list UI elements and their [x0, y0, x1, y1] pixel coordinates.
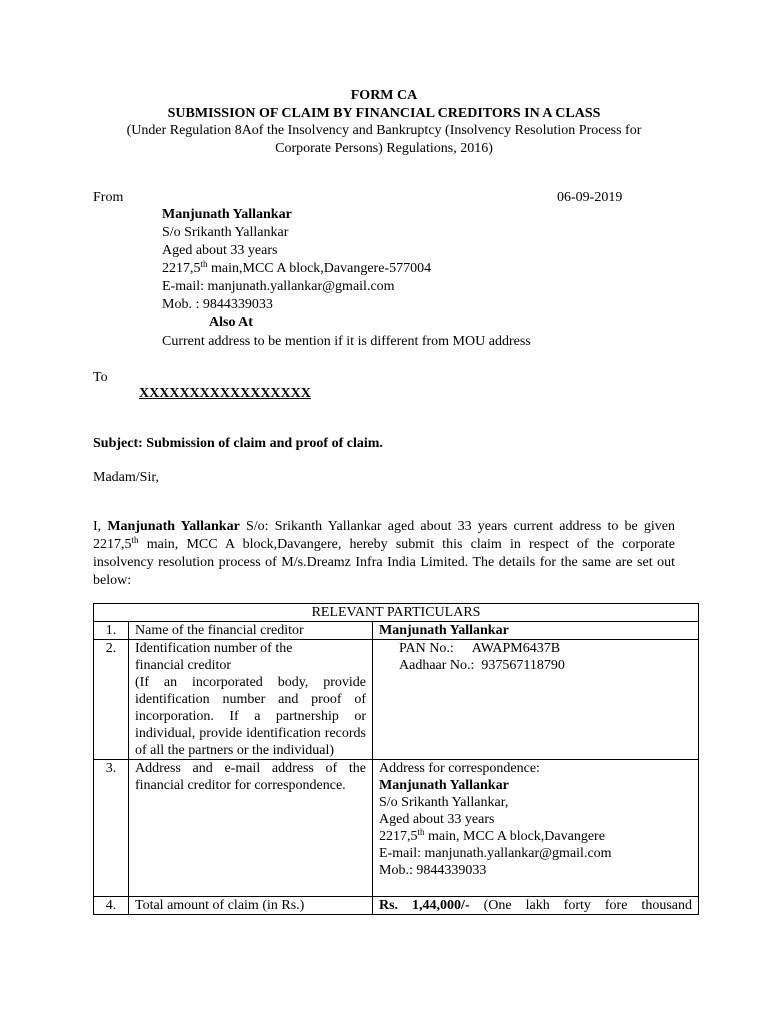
- sender-relation: S/o Srikanth Yallankar: [162, 225, 289, 240]
- form-heading: SUBMISSION OF CLAIM BY FINANCIAL CREDITORS IN A CLASS: [167, 106, 601, 121]
- salutation: Madam/Sir,: [93, 470, 159, 485]
- claim-paragraph: I, Manjunath Yallankar S/o: Srikanth Yallankar aged about 33 years current address to be given 2217,5th main, MCC A block,Davangere, hereby submit this claim in respect of the corporate insolvency resolution process of M/s.Dreamz Infra India Limited. The details for the same are set out below:: [93, 519, 676, 588]
- form-title: FORM CA: [350, 88, 418, 103]
- sender-name: Manjunath Yallankar: [162, 207, 292, 222]
- row-number: 4.: [94, 897, 129, 915]
- row-number: 1.: [94, 622, 129, 640]
- from-label: From: [93, 190, 124, 205]
- table-heading: RELEVANT PARTICULARS: [94, 604, 699, 622]
- regulation-line-1: (Under Regulation 8Aof the Insolvency and Bankruptcy (Insolvency Resolution Process for: [126, 123, 642, 138]
- row-value: Rs. 1,44,000/- (One lakh forty fore thousand: [373, 897, 699, 915]
- table-heading-row: [94, 604, 699, 622]
- relevant-particulars-table: [93, 603, 699, 915]
- table-row: [94, 897, 699, 915]
- row-number: 2.: [94, 640, 129, 760]
- table-row: [94, 622, 699, 640]
- row-label: Total amount of claim (in Rs.): [129, 897, 373, 915]
- row-number: 3.: [94, 760, 129, 897]
- row-value: Address for correspondence: Manjunath Yallankar S/o Srikanth Yallankar, Aged about 33 years 2217,5th main, MCC A block,Davangere E-mail: manjunath.yallankar@gmail.com Mob.: 9844339033: [373, 760, 699, 897]
- table-row: [94, 760, 699, 897]
- sender-mobile: Mob. : 9844339033: [162, 297, 273, 312]
- sender-address: 2217,5th main,MCC A block,Davangere-577004: [162, 259, 432, 276]
- regulation-line-2: Corporate Persons) Regulations, 2016): [275, 141, 493, 156]
- row-label: Address and e-mail address of the financial creditor for correspondence.: [129, 760, 373, 897]
- row-value: PAN No.: AWAPM6437B Aadhaar No.: 937567118790: [373, 640, 699, 760]
- row-label: Name of the financial creditor: [129, 622, 373, 640]
- also-at-label: Also At: [209, 315, 253, 330]
- sender-age: Aged about 33 years: [162, 243, 278, 258]
- to-label: To: [93, 370, 108, 385]
- row-label: Identification number of the financial creditor (If an incorporated body, provide identification number and proof of incorporation. If a partnership or individual, provide identification records of all the partners or the individual): [129, 640, 373, 760]
- current-address-note: Current address to be mention if it is different from MOU address: [162, 334, 531, 349]
- letter-date: 06-09-2019: [557, 190, 623, 205]
- table-row: [94, 640, 699, 760]
- sender-email: E-mail: manjunath.yallankar@gmail.com: [162, 279, 395, 294]
- row-value: Manjunath Yallankar: [373, 622, 699, 640]
- subject-line: Subject: Submission of claim and proof of claim.: [93, 436, 383, 451]
- recipient-placeholder: XXXXXXXXXXXXXXXXX: [139, 386, 311, 401]
